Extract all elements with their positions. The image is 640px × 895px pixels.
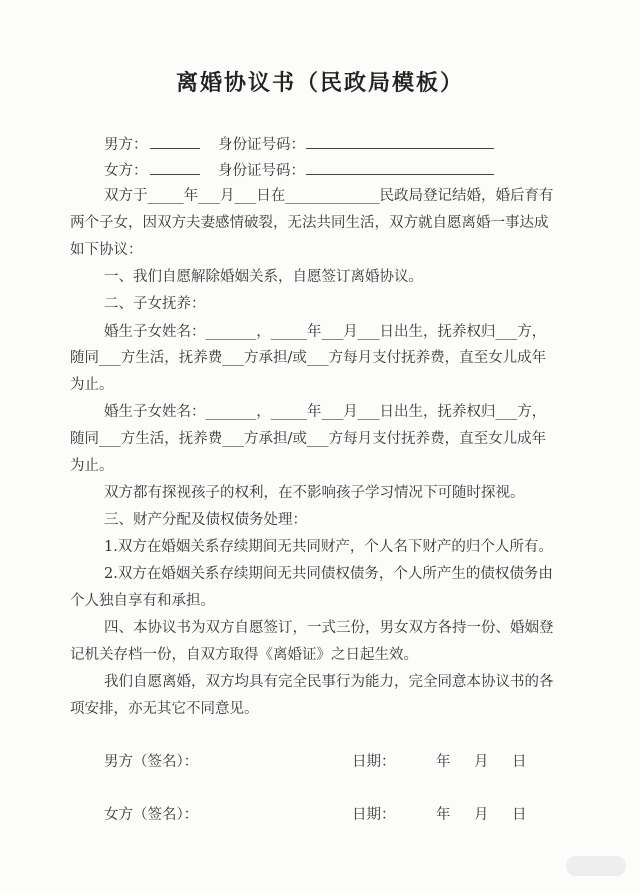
male-date-label: 日期： xyxy=(352,754,396,770)
female-id-label: 身份证号码： xyxy=(218,163,305,179)
male-id-label: 身份证号码： xyxy=(218,137,305,153)
intro-line-2: 两个子女，因双方夫妻感情破裂，无法共同生活，双方就自愿离婚一事达成 xyxy=(70,215,549,231)
female-id-blank xyxy=(306,160,494,175)
female-date-label: 日期： xyxy=(352,807,396,823)
child-1-line-3: 为止。 xyxy=(70,377,114,393)
male-date-month: 月 xyxy=(474,754,489,770)
child-2-line-3: 为止。 xyxy=(70,458,114,474)
female-date-year: 年 xyxy=(436,807,451,823)
property-item-2-line-2: 个人独自享有和承担。 xyxy=(70,593,215,609)
child-1-line-1: 婚生子女姓名：_______，_____年___月___日出生，抚养权归___方， xyxy=(104,324,547,340)
clause-4-line-1: 四、本协议书为双方自愿签订，一式三份，男女双方各持一份、婚姻登 xyxy=(104,620,554,636)
female-name-blank xyxy=(150,160,200,175)
property-item-1: 1.双方在婚姻关系存续期间无共同财产，个人名下财产的归个人所有。 xyxy=(104,539,553,555)
clause-1: 一、我们自愿解除婚姻关系，自愿签订离婚协议。 xyxy=(104,269,423,285)
clause-3-heading: 三、财产分配及债权债务处理： xyxy=(104,512,307,528)
male-id-blank xyxy=(306,134,494,149)
male-signature-label: 男方（签名）： xyxy=(104,754,199,770)
male-name-blank xyxy=(150,134,200,149)
intro-line-3: 如下协议： xyxy=(70,242,143,258)
watermark-icon xyxy=(566,856,626,876)
closing-line-2: 项安排，亦无其它不同意见。 xyxy=(70,701,259,717)
child-2-line-1: 婚生子女姓名：_______，_____年___月___日出生，抚养权归___方， xyxy=(104,404,547,420)
female-signature-label: 女方（签名）： xyxy=(104,807,199,823)
male-date-year: 年 xyxy=(436,754,451,770)
closing-line-1: 我们自愿离婚，双方均具有完全民事行为能力，完全同意本协议书的各 xyxy=(104,674,554,690)
document-title: 离婚协议书（民政局模板） xyxy=(175,71,464,96)
clause-2-heading: 二、子女抚养： xyxy=(104,296,206,312)
clause-4-line-2: 记机关存档一份，自双方取得《离婚证》之日起生效。 xyxy=(70,647,418,663)
male-label: 男方： xyxy=(104,137,148,153)
intro-line-1: 双方于_____年___月___日在_____________民政局登记结婚，婚后育有 xyxy=(104,188,554,204)
female-label: 女方： xyxy=(104,163,148,179)
visitation-clause: 双方都有探视孩子的权利，在不影响孩子学习情况下可随时探视。 xyxy=(104,485,525,501)
child-1-line-2: 随同___方生活，抚养费___方承担/或___方每月支付抚养费，直至女儿成年 xyxy=(70,350,547,366)
female-date-day: 日 xyxy=(512,807,527,823)
female-date-month: 月 xyxy=(474,807,489,823)
property-item-2-line-1: 2.双方在婚姻关系存续期间无共同债权债务，个人所产生的债权债务由 xyxy=(104,566,553,582)
male-date-day: 日 xyxy=(512,754,527,770)
child-2-line-2: 随同___方生活，抚养费___方承担/或___方每月支付抚养费，直至女儿成年 xyxy=(70,431,547,447)
